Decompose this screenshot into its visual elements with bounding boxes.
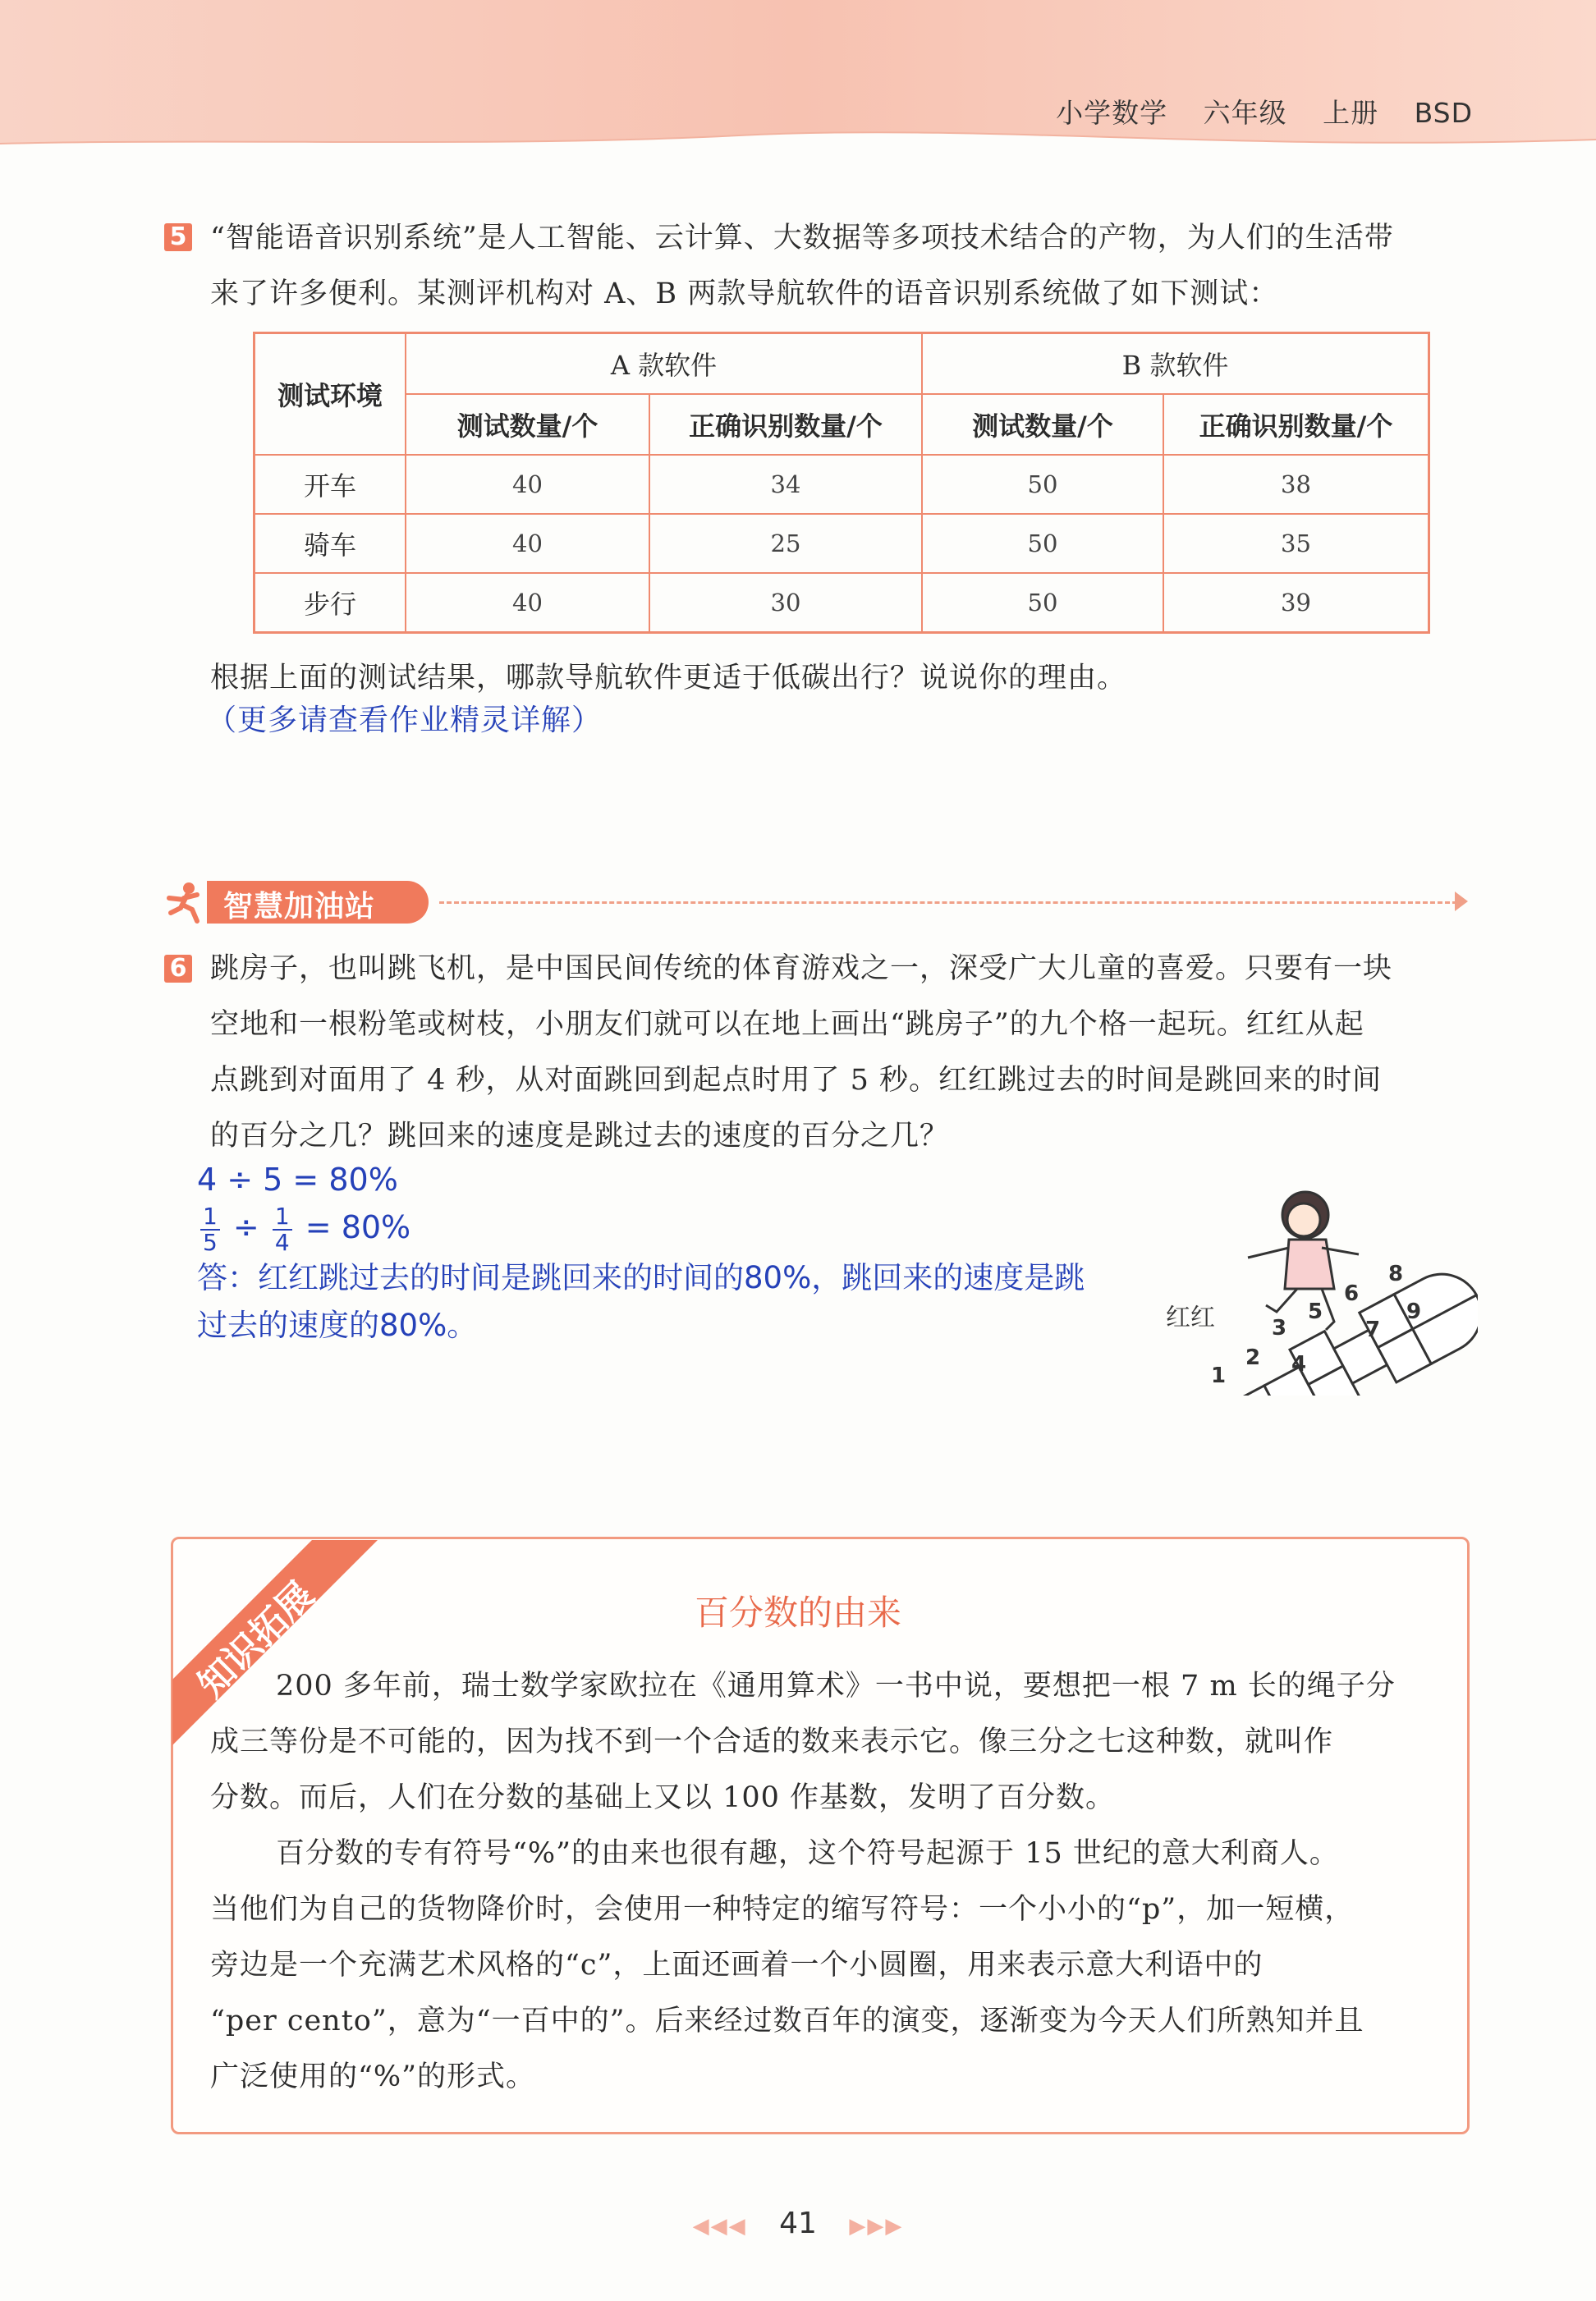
hop-square-3: 3 [1271, 1316, 1287, 1341]
table-cell: 25 [649, 514, 922, 573]
table-cell: 30 [649, 573, 922, 633]
page-footer [0, 2207, 1596, 2240]
question-number-5: 5 [164, 223, 192, 251]
q5-text-line2: 来了许多便利。某测评机构对 A、B 两款导航软件的语音识别系统做了如下测试： [210, 277, 1279, 310]
table-group-header-a: A 款软件 [406, 333, 922, 395]
hopscotch-illustration [1190, 1166, 1478, 1396]
table-subheader: 正确识别数量/个 [1163, 394, 1429, 455]
knowledge-line: 百分数的专有符号“%”的由来也很有趣，这个符号起源于 15 世纪的意大利商人。 [276, 1837, 1339, 1870]
table-row [255, 514, 1429, 573]
hop-square-4: 4 [1291, 1352, 1307, 1377]
page-number: 41 [779, 2207, 817, 2240]
table-cell: 39 [1163, 573, 1429, 633]
table-subheader: 正确识别数量/个 [649, 394, 922, 455]
knowledge-line: 广泛使用的“%”的形式。 [210, 2060, 536, 2093]
q6-answer-line1: 4 ÷ 5 = 80% [197, 1162, 398, 1198]
table-cell: 38 [1163, 455, 1429, 514]
q5-text-line1: “智能语音识别系统”是人工智能、云计算、大数据等多项技术结合的产物，为人们的生活带 [210, 222, 1394, 254]
table-cell-env: 开车 [255, 455, 406, 514]
hop-square-1: 1 [1210, 1364, 1227, 1388]
header-edition: BSD [1414, 97, 1473, 129]
table-subheader: 测试数量/个 [922, 394, 1163, 455]
header-volume: 上册 [1323, 97, 1379, 129]
table-row [255, 573, 1429, 633]
knowledge-ribbon-label: 知识拓展 [190, 1574, 323, 1706]
table-cell-env: 骑车 [255, 514, 406, 573]
header-grade: 六年级 [1203, 97, 1287, 129]
knowledge-line: 旁边是一个充满艺术风格的“c”，上面还画着一个小圆圈，用来表示意大利语中的 [210, 1949, 1264, 1982]
hop-square-2: 2 [1245, 1345, 1261, 1370]
table-row [255, 455, 1429, 514]
table-cell: 40 [406, 514, 649, 573]
table-cell-env: 步行 [255, 573, 406, 633]
q5-answer-note[interactable]: （更多请查看作业精灵详解） [207, 704, 603, 737]
fraction-numerator: 1 [200, 1204, 220, 1231]
speech-test-table [253, 332, 1430, 634]
table-cell: 50 [922, 573, 1163, 633]
table-subheader: 测试数量/个 [406, 394, 649, 455]
q6-text-line: 点跳到对面用了 4 秒，从对面跳回到起点时用了 5 秒。红红跳过去的时间是跳回来的时间 [210, 1064, 1383, 1097]
table-corner-header: 测试环境 [255, 333, 406, 456]
fraction-denominator: 5 [203, 1228, 218, 1256]
table-cell: 50 [922, 455, 1163, 514]
knowledge-line: “per cento”，意为“一百中的”。后来经过数百年的演变，逐渐变为今天人们所熟知并且 [210, 2005, 1364, 2037]
q6-text-line: 空地和一根粉笔或树枝，小朋友们就可以在地上画出“跳房子”的九个格一起玩。红红从起 [210, 1008, 1364, 1041]
fraction-denominator: 4 [274, 1228, 290, 1256]
knowledge-line: 分数。而后，人们在分数的基础上又以 100 作基数，发明了百分数。 [210, 1781, 1116, 1814]
section-title: 智慧加油站 [223, 890, 376, 924]
header-band [0, 0, 1596, 164]
q6-answer-line4: 过去的速度的80%。 [197, 1308, 478, 1343]
fraction-numerator: 1 [273, 1204, 292, 1231]
q6-text-line: 的百分之几？跳回来的速度是跳过去的速度的百分之几？ [210, 1120, 950, 1153]
hop-square-6: 6 [1343, 1281, 1360, 1306]
prev-arrows-icon: ◀◀◀ [692, 2214, 747, 2239]
knowledge-title: 百分数的由来 [694, 1593, 901, 1633]
knowledge-line: 成三等份是不可能的，因为找不到一个合适的数来表示它。像三分之七这种数，就叫作 [210, 1726, 1334, 1758]
header-meta [1030, 92, 1473, 131]
next-arrows-icon: ▶▶▶ [849, 2214, 904, 2239]
knowledge-line: 200 多年前，瑞士数学家欧拉在《通用算术》一书中说，要想把一根 7 m 长的绳子分 [276, 1670, 1396, 1703]
hop-square-8: 8 [1387, 1262, 1404, 1286]
hop-square-9: 9 [1406, 1299, 1422, 1324]
q6-text-line: 跳房子，也叫跳飞机，是中国民间传统的体育游戏之一，深受广大儿童的喜爱。只要有一块 [210, 952, 1393, 985]
divider-arrow-icon [1455, 892, 1468, 911]
table-cell: 40 [406, 573, 649, 633]
q6-answer-line2 [197, 1200, 410, 1255]
q6-answer-line3: 答：红红跳过去的时间是跳回来的时间的80%，跳回来的速度是跳 [197, 1260, 1085, 1295]
table-cell: 34 [649, 455, 922, 514]
hop-square-5: 5 [1307, 1299, 1323, 1324]
running-figure-icon [164, 880, 207, 924]
q5-question: 根据上面的测试结果，哪款导航软件更适于低碳出行？说说你的理由。 [210, 662, 1127, 694]
table-cell: 35 [1163, 514, 1429, 573]
table-cell: 50 [922, 514, 1163, 573]
division-sign: ÷ [232, 1209, 259, 1245]
table-group-header-b: B 款软件 [922, 333, 1429, 395]
table-cell: 40 [406, 455, 649, 514]
section-divider [439, 901, 1457, 904]
question-number-6: 6 [164, 955, 192, 983]
knowledge-line: 当他们为自己的货物降价时，会使用一种特定的缩写符号：一个小小的“p”，加一短横， [210, 1893, 1355, 1926]
answer-result: = 80% [305, 1209, 411, 1245]
header-subject: 小学数学 [1056, 97, 1168, 129]
girl-label: 红红 [1166, 1304, 1215, 1332]
hop-square-7: 7 [1364, 1318, 1381, 1342]
